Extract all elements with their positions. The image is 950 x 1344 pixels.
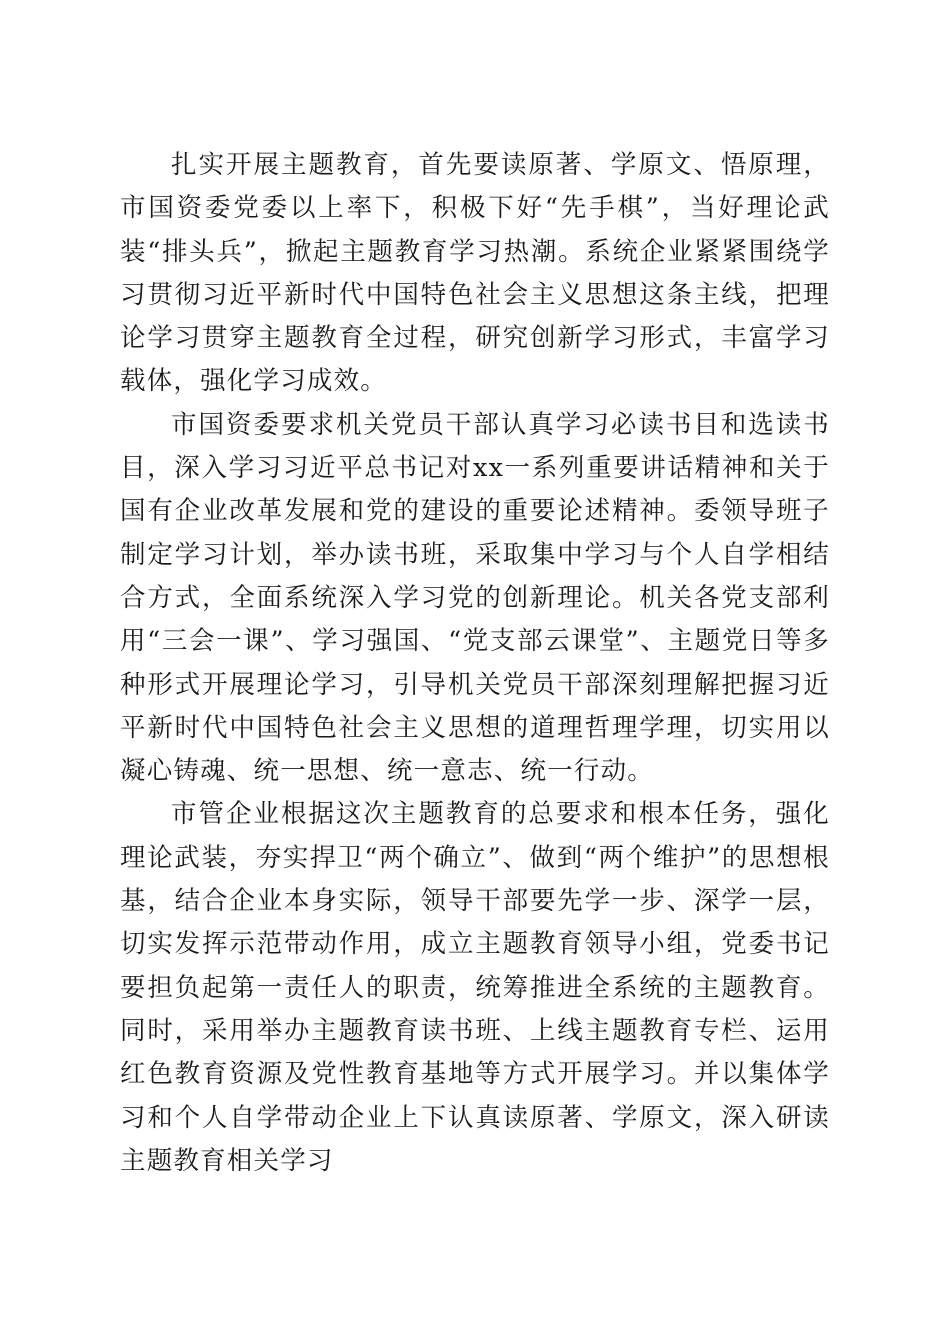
paragraph-2: 市国资委要求机关党员干部认真学习必读书目和选读书目，深入学习习近平总书记对xx一系列重要讲话精神和关于国有企业改革发展和党的建设的重要论述精神。委领导班子制定学习计划，举办读书班，采取集中学习与个人自学相结合方式，全面系统深入学习党的创新理论。机关各党支部利用“三会一课”、学习强国、“党支部云课堂”、主题党日等多种形式开展理论学习，引导机关党员干部深刻理解把握习近平新时代中国特色社会主义思想的道理哲理学理，切实用以凝心铸魂、统一思想、统一意志、统一行动。 <box>120 409 830 787</box>
paragraph-1: 扎实开展主题教育，首先要读原著、学原文、悟原理，市国资委党委以上率下，积极下好“先手棋”，当好理论武装“排头兵”，掀起主题教育学习热潮。系统企业紧紧围绕学习贯彻习近平新时代中国特色社会主义思想这条主线，把理论学习贯穿主题教育全过程，研究创新学习形式，丰富学习载体，强化学习成效。 <box>120 150 830 397</box>
paragraph-3: 市管企业根据这次主题教育的总要求和根本任务，强化理论武装，夯实捍卫“两个确立”、做到“两个维护”的思想根基，结合企业本身实际，领导干部要先学一步、深学一层，切实发挥示范带动作用，成立主题教育领导小组，党委书记要担负起第一责任人的职责，统筹推进全系统的主题教育。同时，采用举办主题教育读书班、上线主题教育专栏、运用红色教育资源及党性教育基地等方式开展学习。并以集体学习和个人自学带动企业上下认真读原著、学原文，深入研读主题教育相关学习 <box>120 799 830 1176</box>
document-body <box>120 144 830 1183</box>
